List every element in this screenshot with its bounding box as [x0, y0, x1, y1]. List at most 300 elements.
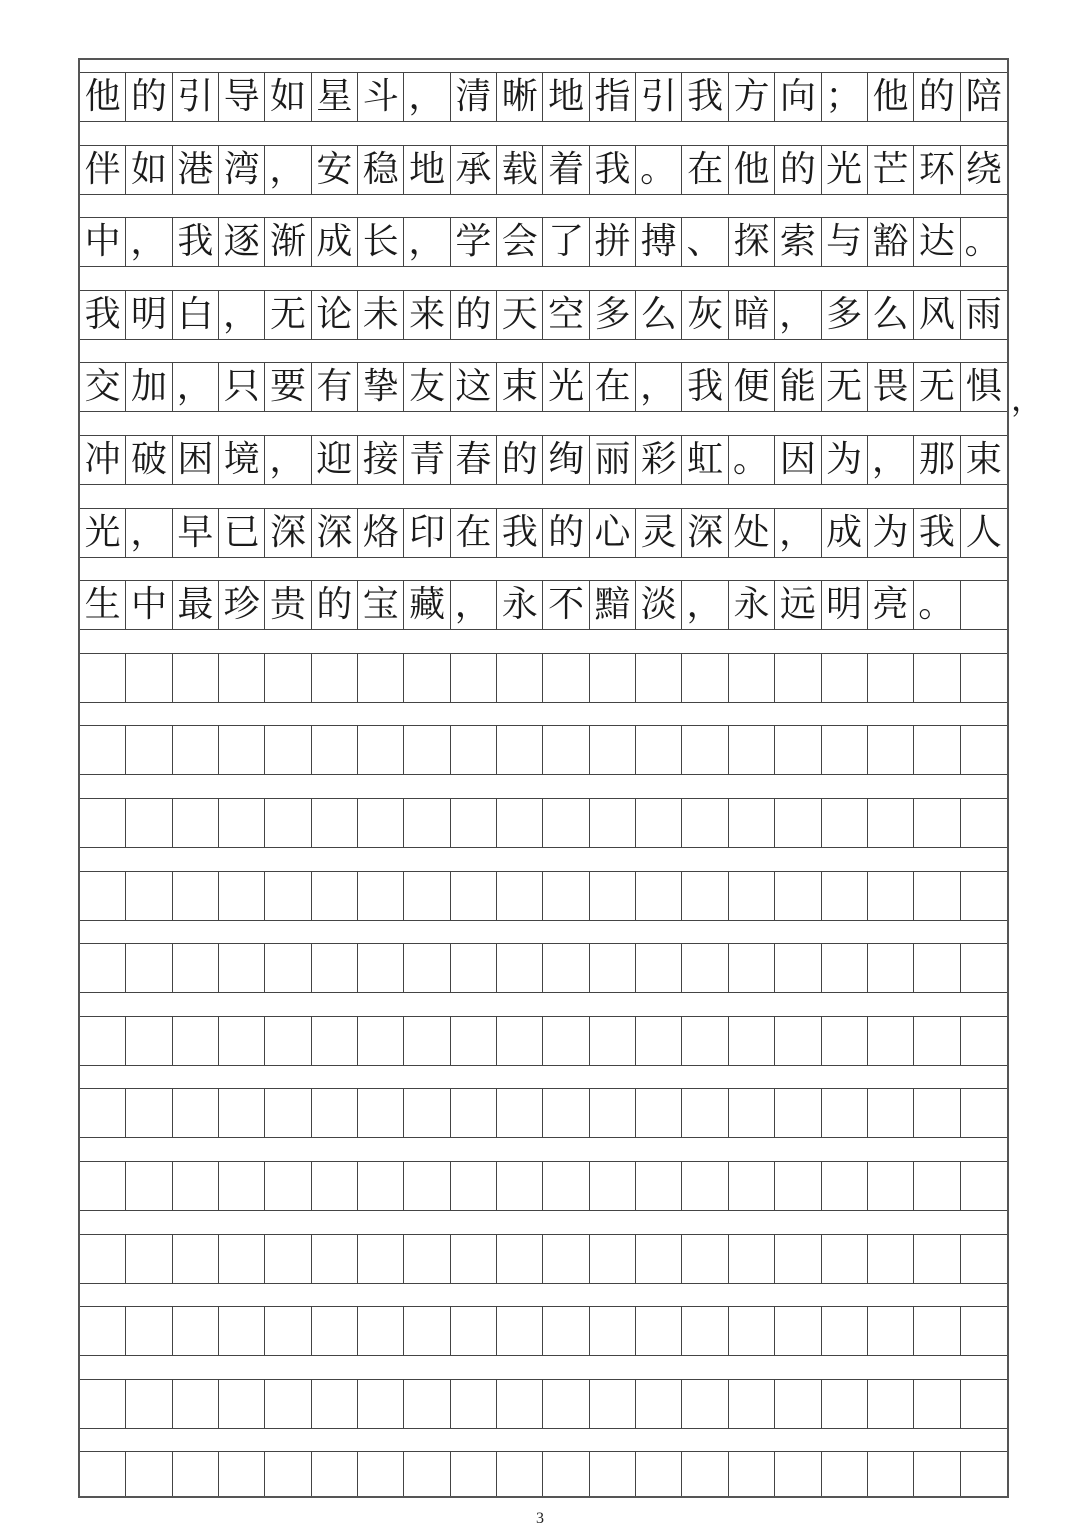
- grid-cell: [543, 1088, 589, 1138]
- margin-punctuation: ，: [1011, 380, 1044, 418]
- grid-cell: [219, 1088, 265, 1138]
- grid-cell: [868, 145, 914, 195]
- grid-character: 长: [362, 221, 399, 262]
- grid-cell: [358, 1088, 404, 1138]
- grid-cell: [868, 943, 914, 993]
- grid-cell: [914, 217, 960, 267]
- grid-cell: [775, 580, 821, 630]
- grid-character: ，: [686, 584, 723, 625]
- grid-character: 了: [548, 221, 585, 262]
- grid-character: 。: [732, 439, 769, 480]
- grid-row: [80, 653, 1007, 703]
- grid-character: 索: [779, 221, 816, 262]
- grid-cell: [729, 1161, 775, 1211]
- grid-cell: [80, 435, 126, 485]
- grid-cell: [729, 1451, 775, 1498]
- grid-cell: [868, 362, 914, 412]
- grid-cell: [590, 72, 636, 122]
- grid-character: 的: [131, 76, 168, 117]
- grid-cell: [682, 871, 728, 921]
- grid-cell: [173, 653, 219, 703]
- grid-cell: [219, 290, 265, 340]
- grid-cell: [126, 217, 172, 267]
- grid-cell: [80, 580, 126, 630]
- grid-character: 引: [640, 76, 677, 117]
- grid-cell: [126, 1379, 172, 1429]
- grid-cell: [126, 1088, 172, 1138]
- grid-cell: [265, 580, 311, 630]
- grid-row: [80, 72, 1007, 122]
- grid-character: 加: [131, 366, 168, 407]
- grid-cell: [80, 1161, 126, 1211]
- grid-cell: [265, 1306, 311, 1356]
- grid-cell: [775, 508, 821, 558]
- grid-cell: [682, 725, 728, 775]
- grid-cell: [822, 1379, 868, 1429]
- grid-cell: [822, 943, 868, 993]
- grid-character: 最: [177, 584, 214, 625]
- grid-cell: [404, 943, 450, 993]
- grid-cell: [775, 1379, 821, 1429]
- grid-cell: [636, 508, 682, 558]
- grid-cell: [219, 943, 265, 993]
- grid-cell: [543, 871, 589, 921]
- grid-cell: [961, 653, 1007, 703]
- grid-cell: [636, 1379, 682, 1429]
- grid-character: 向: [779, 76, 816, 117]
- grid-character: ；: [825, 76, 862, 117]
- grid-cell: [682, 580, 728, 630]
- grid-cell: [219, 1016, 265, 1066]
- grid-cell: [265, 1016, 311, 1066]
- grid-cell: [590, 1379, 636, 1429]
- grid-cell: [173, 72, 219, 122]
- grid-cell: [961, 1451, 1007, 1498]
- grid-cell: [173, 580, 219, 630]
- grid-character: 指: [594, 76, 631, 117]
- grid-cell: [173, 1451, 219, 1498]
- grid-cell: [358, 653, 404, 703]
- grid-cell: [497, 362, 543, 412]
- grid-cell: [265, 1088, 311, 1138]
- grid-cell: [451, 508, 497, 558]
- grid-cell: [543, 72, 589, 122]
- grid-character: 困: [177, 439, 214, 480]
- grid-cell: [636, 1451, 682, 1498]
- grid-character: 。: [918, 584, 955, 625]
- grid-cell: [961, 72, 1007, 122]
- grid-character: 多: [826, 294, 863, 335]
- grid-cell: [80, 290, 126, 340]
- grid-character: 晰: [501, 76, 538, 117]
- grid-character: 未: [362, 294, 399, 335]
- grid-cell: [497, 1234, 543, 1284]
- grid-cell: [682, 1234, 728, 1284]
- grid-cell: [451, 217, 497, 267]
- grid-cell: [265, 1451, 311, 1498]
- grid-cell: [451, 290, 497, 340]
- grid-cell: [126, 1306, 172, 1356]
- grid-cell: [961, 1161, 1007, 1211]
- grid-cell: [451, 1234, 497, 1284]
- grid-cell: [312, 798, 358, 848]
- grid-cell: [265, 871, 311, 921]
- grid-cell: [543, 1234, 589, 1284]
- grid-cell: [312, 435, 358, 485]
- grid-character: ，: [269, 439, 306, 480]
- grid-cell: [590, 871, 636, 921]
- grid-cell: [590, 362, 636, 412]
- grid-cell: [312, 72, 358, 122]
- grid-cell: [543, 1306, 589, 1356]
- grid-character: ，: [223, 294, 260, 335]
- grid-cell: [914, 362, 960, 412]
- grid-cell: [451, 798, 497, 848]
- grid-cell: [961, 798, 1007, 848]
- grid-cell: [822, 725, 868, 775]
- grid-cell: [219, 798, 265, 848]
- grid-cell: [358, 1306, 404, 1356]
- grid-cell: [358, 1451, 404, 1498]
- grid-cell: [497, 435, 543, 485]
- grid-cell: [219, 1379, 265, 1429]
- grid-character: 在: [687, 149, 724, 190]
- grid-cell: [126, 508, 172, 558]
- grid-cell: [729, 508, 775, 558]
- grid-cell: [775, 943, 821, 993]
- grid-cell: [868, 72, 914, 122]
- grid-cell: [312, 217, 358, 267]
- grid-cell: [822, 435, 868, 485]
- grid-character: 芒: [872, 149, 909, 190]
- grid-row: [80, 1161, 1007, 1211]
- grid-character: 安: [316, 149, 353, 190]
- grid-character: 永: [501, 584, 538, 625]
- grid-cell: [822, 72, 868, 122]
- grid-cell: [590, 943, 636, 993]
- grid-row: [80, 943, 1007, 993]
- grid-cell: [219, 871, 265, 921]
- grid-character: 与: [826, 221, 863, 262]
- grid-cell: [80, 1379, 126, 1429]
- grid-cell: [265, 1161, 311, 1211]
- grid-cell: [404, 217, 450, 267]
- grid-row: [80, 290, 1007, 340]
- grid-row: [80, 145, 1007, 195]
- grid-cell: [729, 290, 775, 340]
- grid-cell: [497, 580, 543, 630]
- grid-cell: [682, 943, 728, 993]
- grid-cell: [590, 580, 636, 630]
- grid-row: [80, 580, 1007, 630]
- grid-row: [80, 1306, 1007, 1356]
- grid-character: 丽: [594, 439, 631, 480]
- grid-cell: [497, 290, 543, 340]
- grid-character: 着: [548, 149, 585, 190]
- grid-cell: [219, 217, 265, 267]
- grid-cell: [404, 1016, 450, 1066]
- grid-cell: [775, 290, 821, 340]
- grid-cell: [312, 871, 358, 921]
- grid-cell: [775, 1234, 821, 1284]
- grid-cell: [868, 580, 914, 630]
- grid-character: 束: [965, 439, 1002, 480]
- grid-character: 的: [779, 149, 816, 190]
- grid-character: 逐: [223, 221, 260, 262]
- grid-cell: [404, 1379, 450, 1429]
- grid-cell: [543, 580, 589, 630]
- grid-cell: [173, 217, 219, 267]
- grid-character: 我: [594, 149, 631, 190]
- grid-row: [80, 798, 1007, 848]
- grid-cell: [265, 217, 311, 267]
- grid-character: 为: [872, 512, 909, 553]
- grid-cell: [358, 725, 404, 775]
- grid-cell: [636, 145, 682, 195]
- grid-character: 畏: [872, 366, 909, 407]
- grid-cell: [404, 580, 450, 630]
- grid-cell: [126, 798, 172, 848]
- grid-cell: [543, 943, 589, 993]
- grid-cell: [126, 1451, 172, 1498]
- grid-cell: [682, 653, 728, 703]
- grid-cell: [775, 871, 821, 921]
- grid-character: 那: [918, 439, 955, 480]
- grid-cell: [636, 362, 682, 412]
- grid-cell: [822, 653, 868, 703]
- grid-cell: [914, 1451, 960, 1498]
- grid-character: ，: [408, 76, 445, 117]
- grid-character: 星: [316, 76, 353, 117]
- grid-cell: [914, 290, 960, 340]
- grid-cell: [404, 653, 450, 703]
- grid-cell: [451, 72, 497, 122]
- grid-cell: [682, 508, 728, 558]
- grid-cell: [590, 217, 636, 267]
- grid-character: 环: [918, 149, 955, 190]
- grid-character: 伴: [84, 149, 121, 190]
- grid-cell: [729, 435, 775, 485]
- grid-cell: [173, 943, 219, 993]
- grid-character: 境: [223, 439, 260, 480]
- grid-character: 港: [177, 149, 214, 190]
- grid-character: 我: [687, 76, 724, 117]
- grid-character: 光: [548, 366, 585, 407]
- grid-cell: [682, 1161, 728, 1211]
- grid-character: 载: [501, 149, 538, 190]
- grid-character: 如: [131, 149, 168, 190]
- grid-cell: [312, 580, 358, 630]
- grid-character: 在: [455, 512, 492, 553]
- grid-cell: [961, 580, 1007, 630]
- grid-cell: [914, 435, 960, 485]
- grid-cell: [914, 1306, 960, 1356]
- grid-cell: [590, 798, 636, 848]
- grid-character: 明: [131, 294, 168, 335]
- grid-cell: [868, 435, 914, 485]
- grid-cell: [636, 1306, 682, 1356]
- grid-cell: [219, 508, 265, 558]
- grid-character: ，: [130, 512, 167, 553]
- grid-cell: [404, 1306, 450, 1356]
- grid-cell: [497, 871, 543, 921]
- grid-cell: [729, 871, 775, 921]
- grid-character: ，: [130, 221, 167, 262]
- grid-character: 永: [733, 584, 770, 625]
- grid-cell: [173, 145, 219, 195]
- grid-character: 风: [918, 294, 955, 335]
- grid-character: 稳: [362, 149, 399, 190]
- grid-cell: [729, 943, 775, 993]
- grid-cell: [822, 362, 868, 412]
- grid-cell: [961, 362, 1007, 412]
- grid-row: [80, 871, 1007, 921]
- grid-cell: [682, 1451, 728, 1498]
- grid-cell: [80, 871, 126, 921]
- grid-character: 惧: [965, 366, 1002, 407]
- grid-cell: [682, 217, 728, 267]
- grid-cell: [682, 145, 728, 195]
- grid-cell: [590, 1451, 636, 1498]
- grid-cell: [451, 871, 497, 921]
- grid-character: 早: [177, 512, 214, 553]
- grid-character: 已: [223, 512, 260, 553]
- grid-cell: [729, 1234, 775, 1284]
- grid-cell: [497, 1379, 543, 1429]
- grid-cell: [729, 1379, 775, 1429]
- grid-cell: [914, 72, 960, 122]
- grid-cell: [173, 1161, 219, 1211]
- grid-character: 无: [270, 294, 307, 335]
- grid-cell: [682, 362, 728, 412]
- grid-character: 、: [686, 221, 723, 262]
- grid-cell: [682, 1016, 728, 1066]
- grid-cell: [961, 508, 1007, 558]
- grid-cell: [590, 725, 636, 775]
- grid-cell: [126, 72, 172, 122]
- grid-cell: [961, 1306, 1007, 1356]
- grid-cell: [497, 1088, 543, 1138]
- grid-cell: [312, 1379, 358, 1429]
- grid-cell: [126, 943, 172, 993]
- grid-character: 陪: [965, 76, 1002, 117]
- grid-cell: [219, 580, 265, 630]
- grid-cell: [126, 871, 172, 921]
- grid-cell: [265, 435, 311, 485]
- grid-cell: [868, 871, 914, 921]
- grid-cell: [126, 145, 172, 195]
- grid-character: 学: [455, 221, 492, 262]
- grid-character: 导: [223, 76, 260, 117]
- grid-cell: [404, 1161, 450, 1211]
- grid-cell: [543, 145, 589, 195]
- grid-cell: [312, 290, 358, 340]
- grid-cell: [868, 1306, 914, 1356]
- grid-cell: [914, 798, 960, 848]
- grid-cell: [682, 435, 728, 485]
- grid-cell: [358, 145, 404, 195]
- grid-cell: [173, 725, 219, 775]
- grid-character: 远: [779, 584, 816, 625]
- grid-cell: [543, 1379, 589, 1429]
- grid-row: [80, 1379, 1007, 1429]
- grid-cell: [404, 798, 450, 848]
- grid-character: 只: [223, 366, 260, 407]
- grid-character: 地: [548, 76, 585, 117]
- grid-cell: [312, 1451, 358, 1498]
- grid-cell: [173, 1306, 219, 1356]
- grid-cell: [219, 1306, 265, 1356]
- grid-cell: [590, 1161, 636, 1211]
- grid-character: 印: [409, 512, 446, 553]
- grid-character: 的: [501, 439, 538, 480]
- grid-cell: [219, 1161, 265, 1211]
- grid-character: 么: [872, 294, 909, 335]
- grid-cell: [219, 725, 265, 775]
- grid-cell: [497, 798, 543, 848]
- grid-character: 迎: [316, 439, 353, 480]
- grid-cell: [636, 72, 682, 122]
- grid-character: 搏: [640, 221, 677, 262]
- grid-cell: [961, 1379, 1007, 1429]
- grid-cell: [775, 1451, 821, 1498]
- grid-cell: [682, 1088, 728, 1138]
- grid-cell: [868, 798, 914, 848]
- grid-cell: [265, 1234, 311, 1284]
- grid-cell: [590, 508, 636, 558]
- grid-cell: [636, 798, 682, 848]
- grid-character: 我: [84, 294, 121, 335]
- grid-cell: [822, 871, 868, 921]
- grid-cell: [173, 1088, 219, 1138]
- grid-character: 有: [316, 366, 353, 407]
- grid-character: 暗: [733, 294, 770, 335]
- grid-character: ，: [454, 584, 491, 625]
- grid-character: 灰: [687, 294, 724, 335]
- grid-cell: [451, 1306, 497, 1356]
- grid-cell: [914, 508, 960, 558]
- grid-cell: [219, 1234, 265, 1284]
- grid-cell: [265, 653, 311, 703]
- grid-cell: [497, 145, 543, 195]
- grid-cell: [729, 217, 775, 267]
- grid-character: 便: [733, 366, 770, 407]
- grid-character: 引: [177, 76, 214, 117]
- grid-character: 明: [826, 584, 863, 625]
- grid-cell: [312, 943, 358, 993]
- grid-cell: [451, 1379, 497, 1429]
- grid-cell: [80, 943, 126, 993]
- grid-cell: [822, 580, 868, 630]
- grid-cell: [961, 725, 1007, 775]
- grid-cell: [497, 1161, 543, 1211]
- grid-cell: [173, 362, 219, 412]
- grid-cell: [682, 1379, 728, 1429]
- grid-character: 湾: [223, 149, 260, 190]
- grid-cell: [914, 871, 960, 921]
- grid-cell: [682, 72, 728, 122]
- grid-cell: [404, 871, 450, 921]
- grid-character: 的: [918, 76, 955, 117]
- grid-cell: [822, 1451, 868, 1498]
- grid-character: 达: [918, 221, 955, 262]
- grid-cell: [961, 290, 1007, 340]
- grid-character: 青: [409, 439, 446, 480]
- grid-cell: [868, 1161, 914, 1211]
- grid-cell: [219, 435, 265, 485]
- grid-cell: [590, 1016, 636, 1066]
- grid-cell: [312, 1088, 358, 1138]
